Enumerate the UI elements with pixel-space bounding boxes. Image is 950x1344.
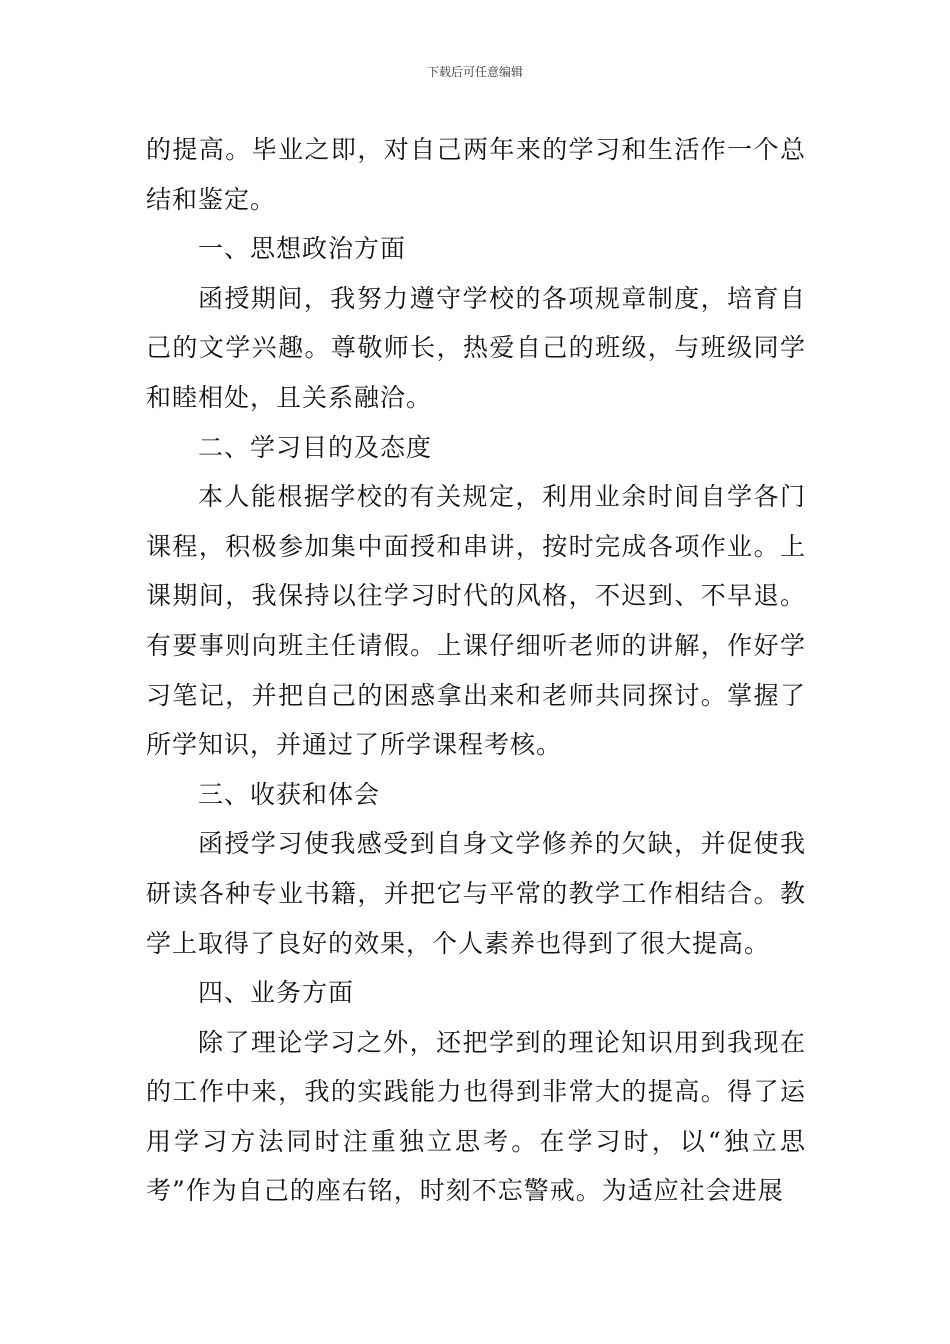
document-body bbox=[146, 125, 806, 1216]
section-heading-gains: 三、收获和体会 bbox=[198, 779, 381, 809]
section-heading-business: 四、业务方面 bbox=[198, 978, 355, 1008]
page-header: 下载后可任意编辑 bbox=[426, 65, 523, 79]
paragraph-study-attitude: 本人能根据学校的有关规定，利用业余时间自学各门课程，积极参加集中面授和串讲，按时完成各项作业。上课期间，我保持以往学习时代的风格，不迟到、不早退。有要事则向班主任请假。上课仔细听老师的讲解，作好学习笔记，并把自己的困惑拿出来和老师共同探讨。掌握了所学知识，并通过了所学课程考核。 bbox=[146, 482, 806, 760]
section-heading-study-attitude: 二、学习目的及态度 bbox=[198, 432, 433, 462]
paragraph-gains: 函授学习使我感受到自身文学修养的欠缺，并促使我研读各种专业书籍，并把它与平常的教学工作相结合。教学上取得了良好的效果，个人素养也得到了很大提高。 bbox=[146, 829, 806, 958]
paragraph-continuation: 的提高。毕业之即，对自己两年来的学习和生活作一个总结和鉴定。 bbox=[146, 135, 806, 214]
paragraph-business: 除了理论学习之外，还把学到的理论知识用到我现在的工作中来，我的实践能力也得到非常大的提高。得了运用学习方法同时注重独立思考。在学习时，以“独立思考”作为自己的座右铭，时刻不忘警戒。为适应社会进展 bbox=[146, 1027, 806, 1206]
paragraph-political: 函授期间，我努力遵守学校的各项规章制度，培育自己的文学兴趣。尊敬师长，热爱自己的班级，与班级同学和睦相处，且关系融洽。 bbox=[146, 283, 806, 412]
section-heading-political: 一、思想政治方面 bbox=[198, 234, 407, 264]
